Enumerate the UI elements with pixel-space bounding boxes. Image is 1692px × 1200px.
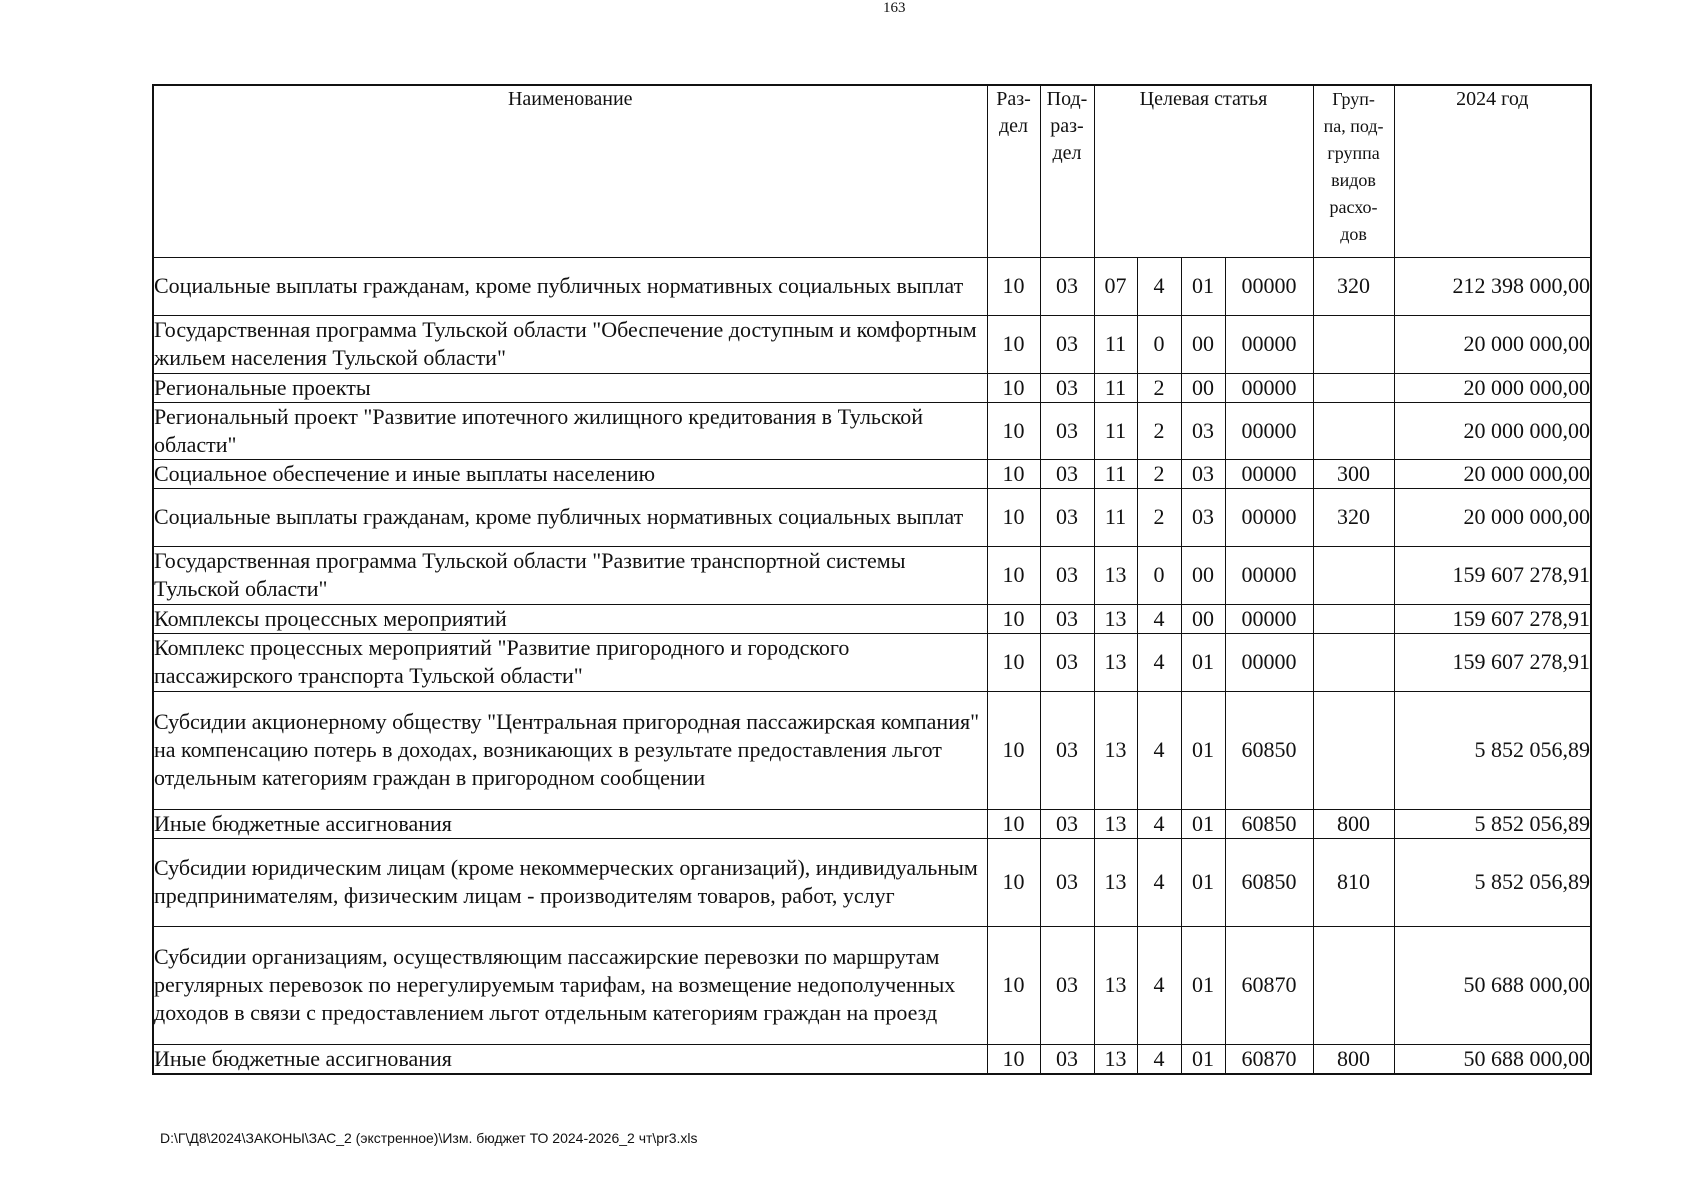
row-amount: 5 852 056,89 [1394,838,1591,926]
row-expense-group: 800 [1313,1044,1394,1074]
row-target-program: 13 [1094,633,1137,691]
table-row [153,633,1591,691]
row-target-direction: 00000 [1225,488,1313,546]
row-expense-group [1313,373,1394,402]
header-name: Наименование [153,85,987,257]
row-razdel: 10 [987,257,1040,315]
row-target-program: 13 [1094,604,1137,633]
row-name: Государственная программа Тульской области "Обеспечение доступным и комфортным жильем населения Тульской области" [153,315,987,373]
row-amount: 5 852 056,89 [1394,809,1591,838]
row-razdel: 10 [987,838,1040,926]
row-expense-group: 300 [1313,459,1394,488]
row-target-type: 4 [1137,604,1181,633]
row-name: Комплекс процессных мероприятий "Развитие пригородного и городского пассажирского транспорта Тульской области" [153,633,987,691]
row-target-direction: 60850 [1225,809,1313,838]
row-amount: 50 688 000,00 [1394,926,1591,1044]
row-podrazdel: 03 [1040,604,1094,633]
row-target-direction: 00000 [1225,315,1313,373]
row-target-subprogram: 00 [1181,546,1225,604]
row-target-direction: 00000 [1225,604,1313,633]
row-name: Социальные выплаты гражданам, кроме публичных нормативных социальных выплат [153,257,987,315]
row-podrazdel: 03 [1040,1044,1094,1074]
row-target-program: 11 [1094,373,1137,402]
row-target-program: 13 [1094,691,1137,809]
row-target-subprogram: 00 [1181,373,1225,402]
row-target-type: 4 [1137,633,1181,691]
row-target-direction: 00000 [1225,257,1313,315]
row-target-type: 0 [1137,315,1181,373]
header-group: Груп- па, под- группа видов расхо- дов [1313,85,1394,257]
row-target-direction: 60850 [1225,691,1313,809]
file-path-footer: D:\Г\Д8\2024\ЗАКОНЫ\ЗАС_2 (экстренное)\Изм. бюджет ТО 2024-2026_2 чт\pr3.xls [160,1130,698,1146]
row-name: Социальные выплаты гражданам, кроме публичных нормативных социальных выплат [153,488,987,546]
row-razdel: 10 [987,488,1040,546]
row-podrazdel: 03 [1040,633,1094,691]
row-expense-group [1313,926,1394,1044]
table-row [153,315,1591,373]
row-target-program: 11 [1094,315,1137,373]
row-razdel: 10 [987,315,1040,373]
row-razdel: 10 [987,373,1040,402]
row-target-type: 4 [1137,691,1181,809]
row-name: Государственная программа Тульской области "Развитие транспортной системы Тульской области" [153,546,987,604]
header-target: Целевая статья [1094,85,1313,257]
row-razdel: 10 [987,691,1040,809]
row-target-subprogram: 01 [1181,809,1225,838]
row-amount: 5 852 056,89 [1394,691,1591,809]
row-expense-group [1313,546,1394,604]
row-target-program: 07 [1094,257,1137,315]
row-expense-group [1313,604,1394,633]
row-podrazdel: 03 [1040,488,1094,546]
row-expense-group [1313,691,1394,809]
row-expense-group: 800 [1313,809,1394,838]
row-target-type: 4 [1137,838,1181,926]
row-podrazdel: 03 [1040,546,1094,604]
row-target-direction: 00000 [1225,402,1313,459]
row-name: Субсидии акционерному обществу "Центральная пригородная пассажирская компания" на компенсацию потерь в доходах, возникающих в результате предоставления льгот отдельным категориям граждан в пригородном сообщении [153,691,987,809]
table-row [153,459,1591,488]
row-amount: 20 000 000,00 [1394,459,1591,488]
row-amount: 20 000 000,00 [1394,488,1591,546]
row-razdel: 10 [987,1044,1040,1074]
row-target-type: 4 [1137,926,1181,1044]
row-name: Социальное обеспечение и иные выплаты населению [153,459,987,488]
row-podrazdel: 03 [1040,809,1094,838]
row-target-direction: 00000 [1225,459,1313,488]
row-target-subprogram: 03 [1181,402,1225,459]
row-razdel: 10 [987,459,1040,488]
row-razdel: 10 [987,633,1040,691]
row-target-type: 4 [1137,1044,1181,1074]
table-row [153,838,1591,926]
row-target-program: 11 [1094,459,1137,488]
row-target-subprogram: 01 [1181,838,1225,926]
row-amount: 20 000 000,00 [1394,315,1591,373]
page-number: 163 [883,0,906,16]
row-razdel: 10 [987,546,1040,604]
row-target-program: 11 [1094,488,1137,546]
row-amount: 159 607 278,91 [1394,633,1591,691]
row-target-subprogram: 03 [1181,459,1225,488]
row-podrazdel: 03 [1040,257,1094,315]
row-expense-group: 320 [1313,257,1394,315]
row-target-direction: 00000 [1225,546,1313,604]
row-target-direction: 00000 [1225,633,1313,691]
row-target-subprogram: 01 [1181,1044,1225,1074]
table-row [153,1044,1591,1074]
row-podrazdel: 03 [1040,926,1094,1044]
row-target-program: 13 [1094,809,1137,838]
row-name: Иные бюджетные ассигнования [153,1044,987,1074]
row-expense-group [1313,633,1394,691]
table-row [153,488,1591,546]
table-row [153,402,1591,459]
row-podrazdel: 03 [1040,691,1094,809]
row-target-direction: 60870 [1225,1044,1313,1074]
header-year: 2024 год [1394,85,1591,257]
row-name: Региональный проект "Развитие ипотечного жилищного кредитования в Тульской области" [153,402,987,459]
row-podrazdel: 03 [1040,315,1094,373]
table-row [153,691,1591,809]
row-target-direction: 60870 [1225,926,1313,1044]
table-row [153,546,1591,604]
row-target-type: 4 [1137,257,1181,315]
row-amount: 212 398 000,00 [1394,257,1591,315]
row-amount: 159 607 278,91 [1394,546,1591,604]
row-amount: 20 000 000,00 [1394,402,1591,459]
row-razdel: 10 [987,809,1040,838]
table-row [153,257,1591,315]
row-target-subprogram: 01 [1181,633,1225,691]
row-target-program: 13 [1094,926,1137,1044]
row-name: Субсидии организациям, осуществляющим пассажирские перевозки по маршрутам регулярных перевозок по нерегулируемым тарифам, на возмещение недополученных доходов в связи с предоставлением льгот отдельным категориям граждан на проезд [153,926,987,1044]
row-target-subprogram: 00 [1181,315,1225,373]
row-amount: 20 000 000,00 [1394,373,1591,402]
row-target-program: 13 [1094,546,1137,604]
table-row [153,809,1591,838]
table-header-row [153,85,1591,257]
header-podrazdel: Под- раз- дел [1040,85,1094,257]
row-target-subprogram: 03 [1181,488,1225,546]
row-podrazdel: 03 [1040,402,1094,459]
table-row [153,373,1591,402]
row-podrazdel: 03 [1040,838,1094,926]
row-podrazdel: 03 [1040,459,1094,488]
row-target-subprogram: 01 [1181,691,1225,809]
row-target-program: 11 [1094,402,1137,459]
row-amount: 50 688 000,00 [1394,1044,1591,1074]
row-podrazdel: 03 [1040,373,1094,402]
row-amount: 159 607 278,91 [1394,604,1591,633]
row-target-type: 2 [1137,402,1181,459]
row-target-type: 0 [1137,546,1181,604]
row-expense-group [1313,315,1394,373]
row-target-subprogram: 01 [1181,926,1225,1044]
row-name: Иные бюджетные ассигнования [153,809,987,838]
row-name: Субсидии юридическим лицам (кроме некоммерческих организаций), индивидуальным предпринимателям, физическим лицам - производителям товаров, работ, услуг [153,838,987,926]
row-target-type: 2 [1137,488,1181,546]
table-row [153,604,1591,633]
row-razdel: 10 [987,604,1040,633]
row-target-program: 13 [1094,1044,1137,1074]
row-target-subprogram: 00 [1181,604,1225,633]
row-target-type: 2 [1137,373,1181,402]
row-expense-group: 320 [1313,488,1394,546]
row-target-subprogram: 01 [1181,257,1225,315]
row-name: Региональные проекты [153,373,987,402]
budget-table [152,84,1592,1075]
row-target-type: 4 [1137,809,1181,838]
table-row [153,926,1591,1044]
row-target-direction: 00000 [1225,373,1313,402]
row-target-direction: 60850 [1225,838,1313,926]
header-razdel: Раз- дел [987,85,1040,257]
row-name: Комплексы процессных мероприятий [153,604,987,633]
row-expense-group: 810 [1313,838,1394,926]
row-target-program: 13 [1094,838,1137,926]
row-razdel: 10 [987,926,1040,1044]
row-target-type: 2 [1137,459,1181,488]
row-expense-group [1313,402,1394,459]
row-razdel: 10 [987,402,1040,459]
